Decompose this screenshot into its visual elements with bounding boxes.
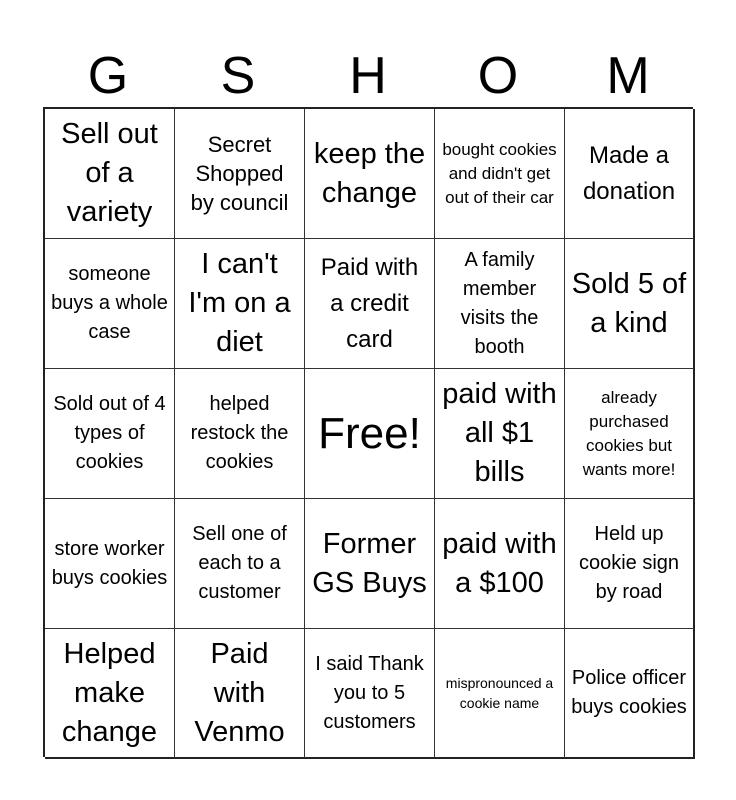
cell-label: Paid with Venmo: [194, 637, 285, 748]
cell-label: I can't I'm on a diet: [188, 248, 291, 358]
bingo-cell[interactable]: [175, 369, 305, 499]
bingo-cell[interactable]: [435, 369, 565, 499]
cell-label: Sell one of each to a customer: [192, 523, 287, 603]
cell-label: keep the change: [313, 137, 426, 209]
bingo-cell[interactable]: [45, 239, 175, 369]
bingo-board: [43, 107, 693, 757]
bingo-cell[interactable]: [175, 499, 305, 629]
cell-label: paid with all $1 bills: [442, 378, 557, 488]
bingo-cell[interactable]: [565, 239, 695, 369]
cell-label: A family member visits the booth: [460, 248, 539, 358]
bingo-cell[interactable]: [435, 109, 565, 239]
bingo-cell[interactable]: [45, 369, 175, 499]
bingo-cell[interactable]: [305, 109, 435, 239]
header-letter-h: H: [349, 47, 387, 105]
bingo-cell[interactable]: [175, 629, 305, 759]
bingo-cell[interactable]: [45, 499, 175, 629]
bingo-cell[interactable]: [175, 239, 305, 369]
bingo-cell[interactable]: [565, 369, 695, 499]
bingo-cell[interactable]: [565, 109, 695, 239]
bingo-cell[interactable]: [45, 109, 175, 239]
free-space-label: Free!: [318, 408, 421, 458]
cell-label: Police officer buys cookies: [571, 667, 687, 718]
header-letter-s: S: [220, 47, 256, 105]
cell-label: store worker buys cookies: [51, 537, 168, 589]
bingo-cell[interactable]: [565, 499, 695, 629]
cell-label: I said Thank you to 5 customers: [315, 652, 424, 733]
free-space[interactable]: [305, 369, 435, 499]
cell-label: mispronounced a cookie name: [445, 675, 554, 711]
cell-label: already purchased cookies but wants more!: [582, 387, 676, 479]
bingo-cell[interactable]: [305, 499, 435, 629]
bingo-cell[interactable]: [435, 239, 565, 369]
bingo-cell[interactable]: [435, 499, 565, 629]
cell-label: helped restock the cookies: [190, 393, 289, 473]
bingo-cell[interactable]: [305, 239, 435, 369]
bingo-cell[interactable]: [305, 629, 435, 759]
bingo-header: [43, 44, 693, 108]
header-letter-m: M: [606, 47, 650, 105]
cell-label: Former GS Buys: [312, 527, 427, 599]
cell-label: Held up cookie sign by road: [578, 523, 680, 603]
cell-label: Sold 5 of a kind: [571, 267, 687, 339]
header-letter-g: G: [87, 47, 129, 105]
cell-label: Sell out of a variety: [61, 118, 158, 228]
cell-label: someone buys a whole case: [51, 263, 168, 343]
cell-label: paid with a $100: [442, 527, 557, 599]
cell-label: Helped make change: [61, 637, 158, 748]
cell-label: Paid with a credit card: [320, 253, 419, 353]
cell-label: bought cookies and didn't get out of their car: [442, 139, 557, 207]
cell-label: Sold out of 4 types of cookies: [53, 393, 166, 473]
bingo-cell[interactable]: [435, 629, 565, 759]
bingo-cell[interactable]: [45, 629, 175, 759]
header-letter-o: O: [477, 47, 519, 105]
bingo-cell[interactable]: [565, 629, 695, 759]
bingo-cell[interactable]: [175, 109, 305, 239]
cell-label: Made a donation: [582, 141, 676, 205]
cell-label: Secret Shopped by council: [190, 132, 289, 215]
